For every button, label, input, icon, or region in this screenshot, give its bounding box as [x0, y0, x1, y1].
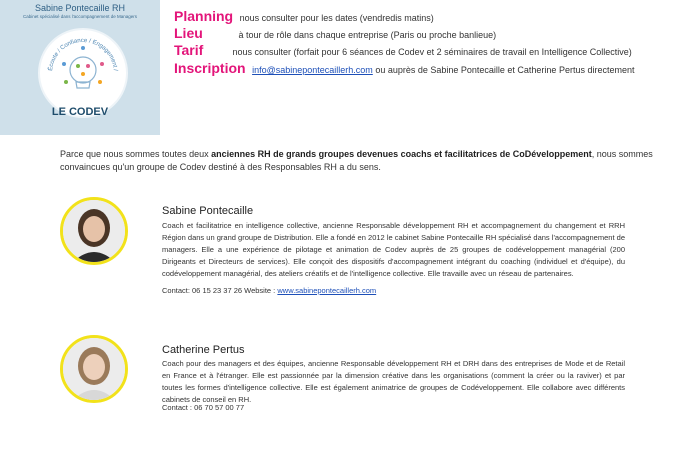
intro-part2: , nous sommes convaincues qu'un groupe de Codev destiné à des Responsables RH a du sens. — [60, 149, 653, 172]
website-link[interactable]: www.sabinepontecaillerh.com — [277, 286, 377, 295]
avatar-catherine — [60, 335, 128, 403]
planning-value: nous consulter pour les dates (vendredis matins) — [239, 13, 434, 23]
lieu-value: à tour de rôle dans chaque entreprise (Paris ou proche banlieue) — [238, 30, 497, 40]
logo-name: LE CODEV — [51, 106, 109, 118]
intro-part1: Parce que nous sommes toutes deux — [60, 149, 212, 159]
planning-row — [174, 8, 434, 24]
tarif-value: nous consulter (forfait pour 6 séances de Codev et 2 séminaires de travail en Intelligence Collective) — [232, 47, 632, 57]
person-bio-sabine: Coach et facilitatrice en intelligence collective, ancienne Responsable développement RH et accompagnement du changement et RRH Région dans un grand groupe de Distribution. Elle a fondé en 2012 le cabinet Sabine Pontecaille RH spécialisé dans l'accompagnement de managers. Elle a une expérience de pilotage et animation de Codev auprès de 25 groupes de codéveloppement managérial (200 Dirigeants et Directeurs de services). Elle conçoit des dispositifs d'accompagnement intégrant du coaching (individuel et d'équipe), du codéveloppement managérial, des ateliers créatifs et de l'intelligence collective. Elle travaille avec un réseau de partenaires. — [162, 221, 625, 278]
person-name-catherine: Catherine Pertus — [162, 344, 245, 356]
person-name-sabine: Sabine Pontecaille — [162, 205, 254, 217]
person-bio-catherine: Coach pour des managers et des équipes, ancienne Responsable développement RH et DRH dans des entreprises de Mode et de Retail en France et à l'étranger. Elle est passionnée par la dimension créative dans les organisations (comment la créer ou la raviver) et par toutes les formes d'intelligence collective. Elle est également animatrice de groupes de Codéveloppement. Elle collabore avec différents cabinets de conseil en RH. — [162, 359, 625, 404]
inscription-label: Inscription — [174, 60, 246, 76]
person-photo-icon — [63, 338, 125, 400]
logo-subtitle: Cabinet spécialisé dans l'accompagnement de Managers — [23, 14, 137, 19]
person-photo-icon — [63, 200, 125, 262]
codev-logo — [0, 0, 160, 135]
lieu-label: Lieu — [174, 25, 203, 41]
intro-paragraph — [60, 148, 660, 174]
tarif-row — [174, 42, 632, 58]
lightbulb-people-icon — [40, 30, 126, 116]
contact-text: Contact: 06 15 23 37 26 Website : — [162, 286, 278, 295]
inscription-row — [174, 60, 634, 76]
lieu-row — [174, 25, 496, 41]
inscription-email-link[interactable]: info@sabinepontecaillerh.com — [252, 65, 373, 75]
intro-bold: anciennes RH de grands groupes devenues coachs et facilitatrices de CoDéveloppement — [211, 149, 592, 159]
person-contact-sabine — [162, 286, 376, 295]
avatar-sabine — [60, 197, 128, 265]
logo-title: Sabine Pontecaille RH — [34, 3, 126, 13]
tarif-label: Tarif — [174, 42, 204, 58]
logo-ring — [38, 28, 128, 118]
person-contact-catherine: Contact : 06 70 57 00 77 — [162, 403, 245, 412]
planning-label: Planning — [174, 8, 234, 24]
logo-ring-words: Écoute / Confiance / Engagement / — [48, 37, 118, 72]
inscription-rest: ou auprès de Sabine Pontecaille et Catherine Pertus directement — [375, 65, 635, 75]
